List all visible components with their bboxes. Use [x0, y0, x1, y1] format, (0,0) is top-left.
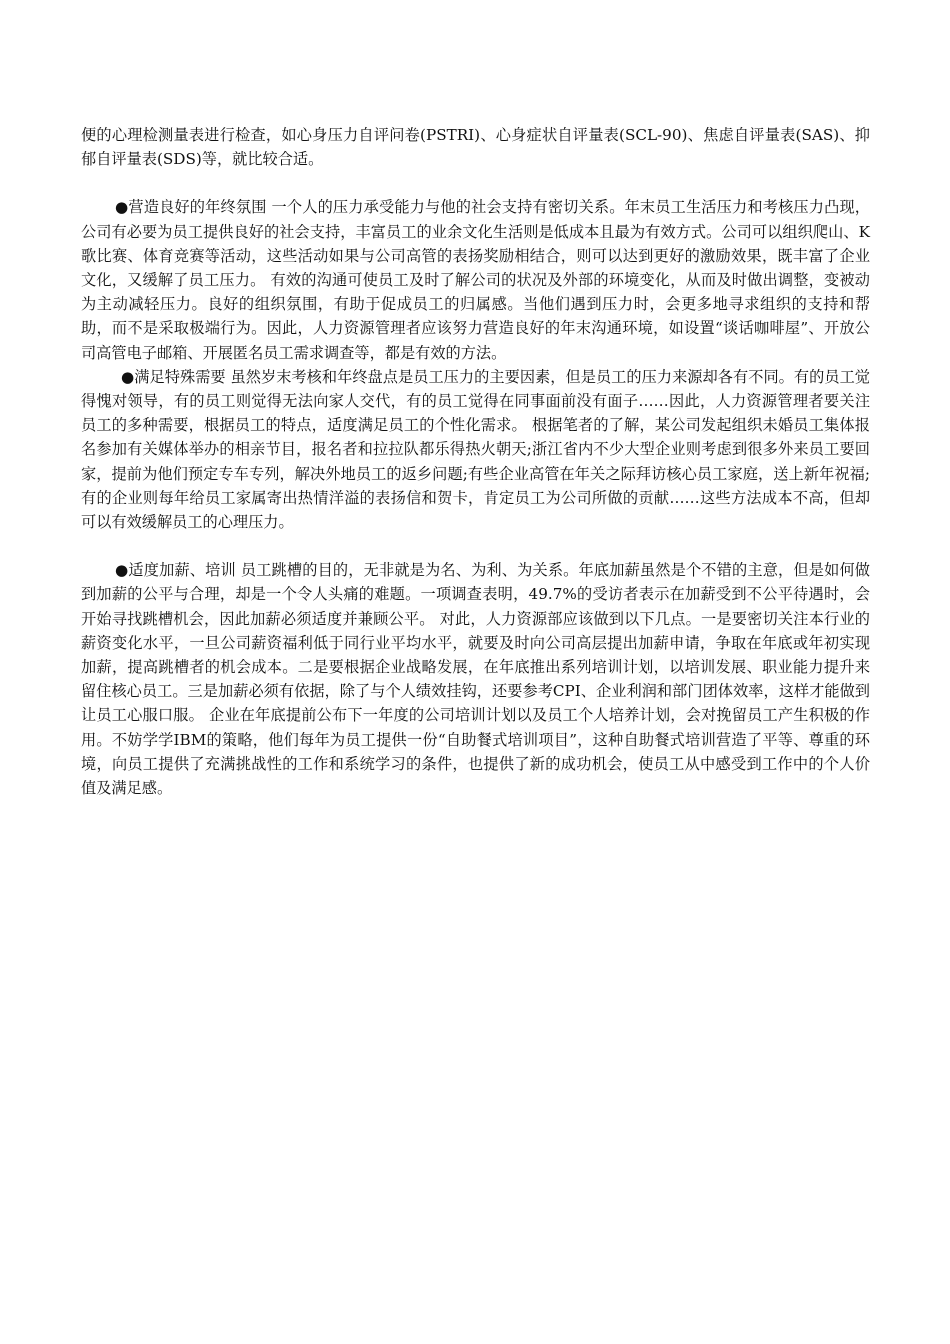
paragraph-gap [81, 534, 870, 558]
paragraph-raise-training: ●适度加薪、培训 员工跳槽的目的，无非就是为名、为利、为关系。年底加薪虽然是个不错的主意，但是如何做到加薪的公平与合理，却是一个令人头痛的难题。一项调查表明，49.7%的受访者表示在加薪受到不公平待遇时，会开始寻找跳槽机会，因此加薪必须适度并兼顾公平。 对此，人力资源部应该做到以下几点。一是要密切关注本行业的薪资变化水平，一旦公司薪资福利低于同行业平均水平，就要及时向公司高层提出加薪申请，争取在年底或年初实现加薪，提高跳槽者的机会成本。二是要根据企业战略发展，在年底推出系列培训计划，以培训发展、职业能力提升来留住核心员工。三是加薪必须有依据，除了与个人绩效挂钩，还要参考CPI、企业利润和部门团体效率，这样才能做到让员工心服口服。 企业在年底提前公布下一年度的公司培训计划以及员工个人培养计划，会对挽留员工产生积极的作用。不妨学学IBM的策略，他们每年为员工提供一份“自助餐式培训项目”，这种自助餐式培训营造了平等、尊重的环境，向员工提供了充满挑战性的工作和系统学习的条件，也提供了新的成功机会，使员工从中感受到工作中的个人价值及满足感。 [81, 561, 870, 798]
paragraph-year-end-atmosphere: ●营造良好的年终氛围 一个人的压力承受能力与他的社会支持有密切关系。年末员工生活压力和考核压力凸现，公司有必要为员工提供良好的社会支持，丰富员工的业余文化生活则是低成本且最为有效方式。公司可以组织爬山、K歌比赛、体育竞赛等活动，这些活动如果与公司高管的表扬奖励相结合，则可以达到更好的激励效果，既丰富了企业文化，又缓解了员工压力。 有效的沟通可使员工及时了解公司的状况及外部的环境变化，从而及时做出调整，变被动为主动减轻压力。良好的组织氛围，有助于促成员工的归属感。当他们遇到压力时，会更多地寻求组织的支持和帮助，而不是采取极端行为。因此，人力资源管理者应该努力营造良好的年末沟通环境，如设置“谈话咖啡屋”、开放公司高管电子邮箱、开展匿名员工需求调查等，都是有效的方法。 [81, 198, 870, 362]
document-body [81, 123, 870, 800]
paragraph-special-needs: ●满足特殊需要 虽然岁末考核和年终盘点是员工压力的主要因素，但是员工的压力来源却各有不同。有的员工觉得愧对领导，有的员工则觉得无法向家人交代，有的员工觉得在同事面前没有面子……因此，人力资源管理者要关注员工的多种需要，根据员工的特点，适度满足员工的个性化需求。 根据笔者的了解，某公司发起组织未婚员工集体报名参加有关媒体举办的相亲节目，报名者和拉拉队都乐得热火朝天;浙江省内不少大型企业则考虑到很多外来员工要回家，提前为他们预定专车专列，解决外地员工的返乡问题;有些企业高管在年关之际拜访核心员工家庭，送上新年祝福;有的企业则每年给员工家属寄出热情洋溢的表扬信和贺卡，肯定员工为公司所做的贡献……这些方法成本不高，但却可以有效缓解员工的心理压力。 [81, 367, 870, 532]
paragraph-assessment-scales: 便的心理检测量表进行检查，如心身压力自评问卷(PSTRI)、心身症状自评量表(SCL-90)、焦虑自评量表(SAS)、抑郁自评量表(SDS)等，就比较合适。 [81, 126, 870, 169]
paragraph-gap [81, 171, 870, 195]
